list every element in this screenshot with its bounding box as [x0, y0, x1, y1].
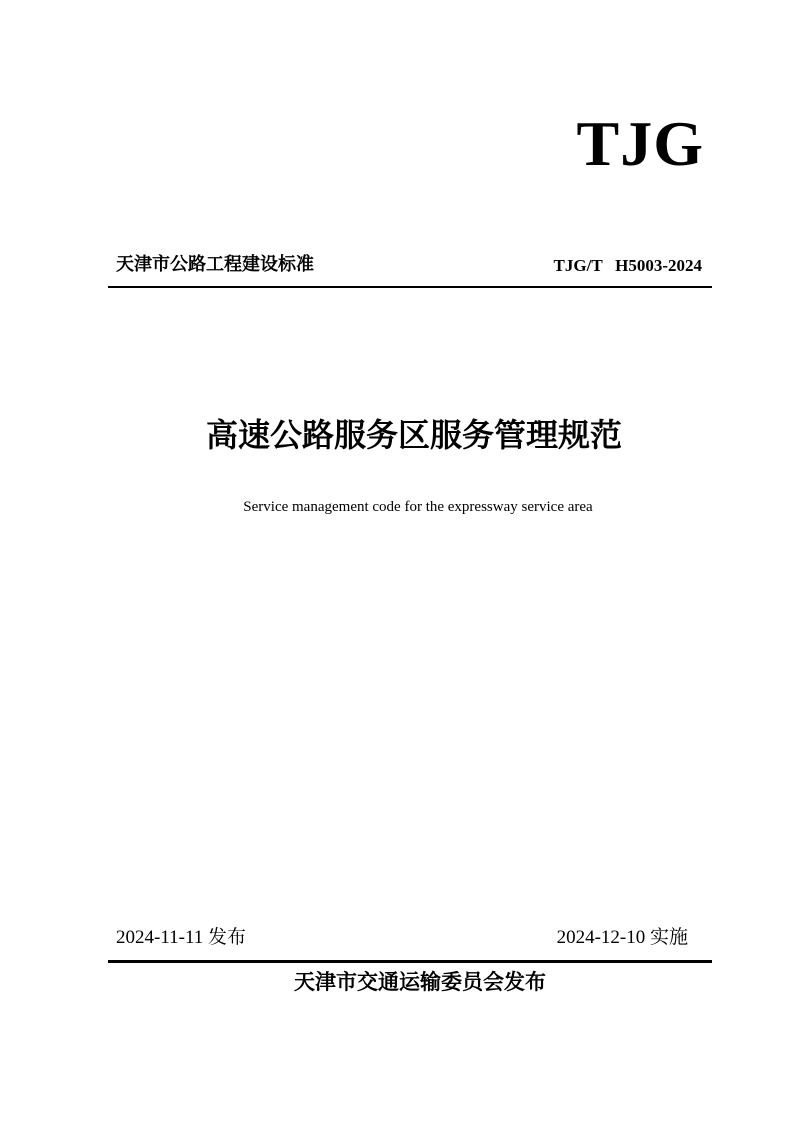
document-title-chinese: 高速公路服务区服务管理规范	[205, 416, 622, 454]
standard-number: TJG/T H5003-2024	[553, 256, 702, 275]
footer-divider	[108, 960, 712, 963]
document-title-english: Service management code for the expressway service area	[243, 499, 593, 515]
issue-date: 2024-11-11 发布	[116, 927, 246, 948]
standard-series-name: 天津市公路工程建设标准	[116, 254, 314, 275]
header-divider	[108, 286, 712, 288]
publisher-name: 天津市交通运输委员会发布	[294, 970, 546, 994]
standard-logo: TJG	[576, 108, 704, 179]
effective-date: 2024-12-10 实施	[556, 927, 688, 948]
